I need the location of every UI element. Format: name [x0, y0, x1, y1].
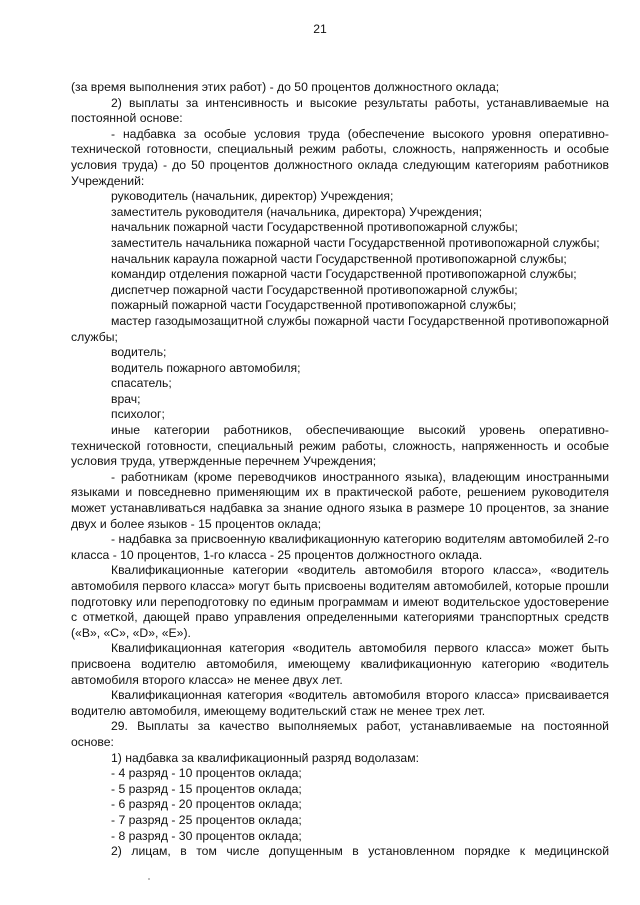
document-body: [71, 80, 609, 860]
list-item: - 5 разряд - 15 процентов оклада;: [111, 781, 302, 796]
list-item: заместитель начальника пожарной части Государственной противопожарной службы;: [111, 235, 600, 250]
list-item: 2) лицам, в том числе допущенным в установленном порядке к медицинской: [111, 844, 609, 859]
scan-speck: [148, 878, 150, 880]
paragraph: (за время выполнения этих работ) - до 50 процентов должностного оклада;: [71, 80, 500, 94]
paragraph: 29. Выплаты за качество выполняемых работ, устанавливаемые на постоянной основе:: [71, 719, 609, 749]
list-item: руководитель (начальник, директор) Учреждения;: [111, 189, 394, 204]
list-item: мастер газодымозащитной службы пожарной части Государственной противопожарной службы;: [71, 313, 609, 344]
paragraph: Квалификационная категория «водитель автомобиля второго класса» присваивается водителю автомобиля, имеющему водительский стаж не менее трех лет.: [71, 688, 609, 718]
paragraph: - надбавка за присвоенную квалификационную категорию водителям автомобилей 2-го класса - 10 процентов, 1-го класса - 25 процентов должностного оклада.: [71, 532, 609, 562]
list-item: психолог;: [111, 407, 165, 422]
list-item: заместитель руководителя (начальника, директора) Учреждения;: [111, 204, 483, 219]
list-item: 1) надбавка за квалификационный разряд водолазам:: [111, 750, 419, 765]
list-item: - 8 разряд - 30 процентов оклада;: [111, 828, 302, 843]
list-item: диспетчер пожарной части Государственной противопожарной службы;: [111, 282, 518, 297]
list-item: врач;: [111, 391, 141, 406]
paragraph: 2) выплаты за интенсивность и высокие результаты работы, устанавливаемые на постоянной основе:: [71, 95, 609, 126]
page-number: 21: [313, 22, 327, 36]
paragraph: Квалификационные категории «водитель автомобиля второго класса», «водитель автомобиля первого класса» могут быть присвоены водителям автомобилей, которые прошли подготовку или переподготовку по единым программам и имеют водительское удостоверение с отметкой, дающей право управления определенными категориями транспортных средств («В», «С», «D», «Е»).: [71, 563, 609, 640]
list-item: - 7 разряд - 25 процентов оклада;: [111, 812, 302, 827]
list-item: водитель пожарного автомобиля;: [111, 360, 301, 375]
list-item: начальник пожарной части Государственной противопожарной службы;: [111, 220, 518, 235]
paragraph: - работникам (кроме переводчиков иностранного языка), владеющим иностранными языками и повседневно применяющим их в практической работе, решением руководителя может устанавливаться надбавка за знание одного языка в размере 10 процентов, за знание двух и более языков - 15 процентов оклада;: [71, 469, 609, 531]
list-item: спасатель;: [111, 376, 172, 391]
list-item: командир отделения пожарной части Государственной противопожарной службы;: [111, 267, 577, 282]
list-item: начальник караула пожарной части Государственной противопожарной службы;: [111, 251, 567, 266]
list-item: пожарный пожарной части Государственной противопожарной службы;: [111, 298, 517, 313]
list-item: - 6 разряд - 20 процентов оклада;: [111, 797, 302, 812]
list-item: - 4 разряд - 10 процентов оклада;: [111, 766, 302, 781]
paragraph: иные категории работников, обеспечивающие высокий уровень оперативно-технической готовности, специальный режим работы, сложность, напряженность и особые условия труда, утвержденные перечнем Учреждения;: [71, 423, 609, 469]
paragraph: - надбавка за особые условия труда (обеспечение высокого уровня оперативно-технической готовности, специальный режим работы, сложность, напряженность и особые условия труда) - до 50 процентов должностного оклада следующим категориям работников Учреждений:: [71, 126, 609, 188]
list-item: водитель;: [111, 345, 167, 360]
paragraph: Квалификационная категория «водитель автомобиля первого класса» может быть присвоена водителю автомобиля, имеющему квалификационную категорию «водитель автомобиля второго класса» не менее двух лет.: [71, 641, 609, 687]
